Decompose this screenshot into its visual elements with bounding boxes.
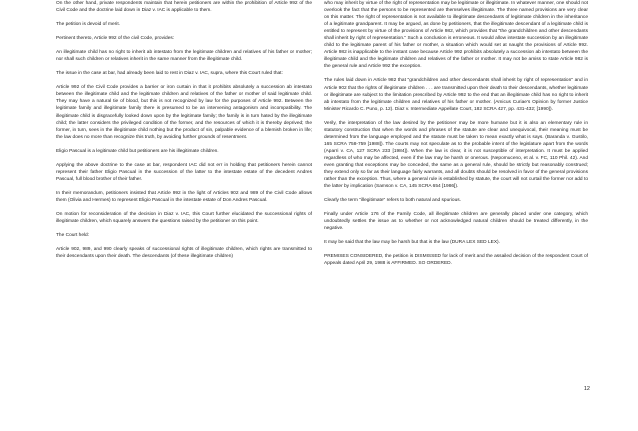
paragraph: Article 992 of the Civil Code provides a barrier or iron curtain in that it prohibits absolutely a succession ab intestato between the illegitimate child and the legitimate children and relatives of the father or mother of said legitimate child. They may have a natural tie of blood, but this is not recognized by law for the purposes of Article 992. Between the legitimate family and illegitimate family there is presumed to be an intervening antagonism and incompatibility. The illegitimate child is disgracefully looked down upon by the legitimate family; the family is in turn hated by the illegitimate child; the latter considers the privileged condition of the former, and the resources of which it is thereby deprived; the former, in turn, sees in the illegitimate child nothing but the product of sin, palpable evidence of a blemish broken in life; the law does no more than recognize this truth, by avoiding further grounds of resentment. bbox=[56, 85, 312, 140]
paragraph: Applying the above doctrine to the case at bar, respondent IAC did not err in holding that petitioners herein cannot represent their father Eligio Pascual in the succession of the latter to the intestate estate of the decedent Andres Pascual, full blood brother of their father. bbox=[56, 162, 312, 182]
paragraph: The issue in the case at bar, had already been laid to rest in Diaz v. IAC, supra, where this Court ruled that: bbox=[56, 71, 283, 77]
paragraph: PREMISES CONSIDERED, the petition is DISMISSED for lack of merit and the assailed decision of the respondent Court of Appeals dated April 29, 1988 is AFFIRMED. SO ORDERED. bbox=[324, 254, 588, 267]
paragraph: Pertinent thereto, Article 992 of the civil Code, provides: bbox=[56, 36, 175, 42]
paragraph: who may inherit by virtue of the right of representation may be legitimate or illegitimate. In whatever manner, one should not overlook the fact that the persons to be represented are themselves illegitimate. The three named provisions are very clear on this matter. The right of representation is not available to illegitimate descendants of legitimate children in the inheritance of a legitimate grandparent. It may be argued, as done by petitioners, that the illegitimate descendant of a legitimate child is entitled to represent by virtue of the provisions of Article 982, which provides that "the grandchildren and other descendants shall inherit by right of representation." Such a conclusion is erroneous. It would allow intestate succession by an illegitimate child to the legitimate parent of his father or mother, a situation which would set at naught the provisions of Article 992. Article 982 is inapplicable to the instant case because Article 992 prohibits absolutely a succession ab intestato between the illegitimate child and the legitimate children and relatives of the father or mother. It may not be amiss to state Article 982 is the general rule and Article 992 the exception. bbox=[324, 1, 588, 70]
paragraph: On motion for reconsideration of the decision in Diaz v. IAC, this Court further elucidated the successional rights of illegitimate children, which squarely answers the questions raised by the petitioner on this point. bbox=[56, 211, 312, 225]
paragraph: It may be said that the law may be harsh but that is the law (DURA LEX SED LEX). bbox=[324, 240, 500, 246]
paragraph: In their memorandum, petitioners insisted that Article 992 in the light of Articles 902 and 989 of the Civil Code allows them (Olivia and Hermes) to represent Eligio Pascual in the intestate estate of Don Andres Pascual. bbox=[56, 190, 312, 203]
paragraph: The Court held: bbox=[56, 233, 90, 239]
paragraph: The rules laid down in Article 982 that "grandchildren and other descendants shall inherit by right of representation" and in Article 902 that the rights of illegitimate children . . . are transmitted upon their death to their descendants, whether legitimate or illegitimate are subject to the limitation prescribed by Article 992 to the end that an illegitimate child has no right to inherit ab intestato from the legitimate children and relatives of his father or mother. (Amicus Curiae's Opinion by former Justice Minister Ricardo C. Puno, p. 12). Diaz v. Intermediate Appellate Court, 182 SCRA 427, pp. 431-432; [1990]). bbox=[324, 78, 588, 112]
paragraph: Finally under Article 176 of the Family Code, all illegitimate children are generally placed under one category, which undoubtedly settles the issue as to whether or not acknowledged natural children should be treated differently, in the negative. bbox=[324, 212, 588, 232]
paragraph: Eligio Pascual is a legitimate child but petitioners are his illegitimate children. bbox=[56, 148, 219, 154]
paragraph: The petition is devoid of merit. bbox=[56, 22, 120, 28]
paragraph: An illegitimate child has no right to inherit ab intestato from the legitimate children and relatives of his father or mother; nor shall such children or relatives inherit in the same manner from the illegitimate child. bbox=[56, 50, 312, 63]
paragraph: Clearly the term "illegitimate" refers to both natural and spurious. bbox=[324, 198, 461, 204]
paragraph: On the other hand, private respondents maintain that herein petitioners are within the prohibition of Article 992 of the Civil Code and the doctrine laid down in Diaz v. IAC is applicable to them. bbox=[56, 1, 312, 14]
paragraph: Article 902, 989, and 990 clearly speaks of successional rights of illegitimate children, which rights are transmitted to their descendants upon their death. The descendants (of these illegitimate children) bbox=[56, 247, 312, 260]
left-column bbox=[56, 0, 312, 267]
right-column bbox=[324, 0, 588, 275]
paragraph: Verily, the interpretation of the law desired by the petitioner may be more humane but it is also an elementary rule in statutory construction that when the words and phrases of the statute are clear and unequivocal, their meaning must be determined from the language employed and the statute must be taken to mean exactly what is says. (Baranda v. Gustilo, 165 SCRA 758-759 [1988]). The courts may not speculate as to the probable intent of the legislature apart from the words (Aparri v. CA, 127 SCRA 233 [1984]). When the law is clear, it is not susceptible of interpretation. It must be applied regardless of who may be affected, even if the law may be harsh or onerous. (Nepomuceno, et al. v. FC, 110 Phil. 42). And even granting that exceptions may be conceded, the same as a general rule, should be strictly but reasonably construed; they extend only so far as their language fairly warrants, and all doubts should be resolved in favor of the general provisions rather than the exception. Thus, where a general rule is established by statute, the court will not curtail the former nor add to the latter by implication (Samson v. CA, 145 SCRA 654 [1986]). bbox=[324, 120, 588, 190]
page-number: 12 bbox=[583, 386, 590, 392]
